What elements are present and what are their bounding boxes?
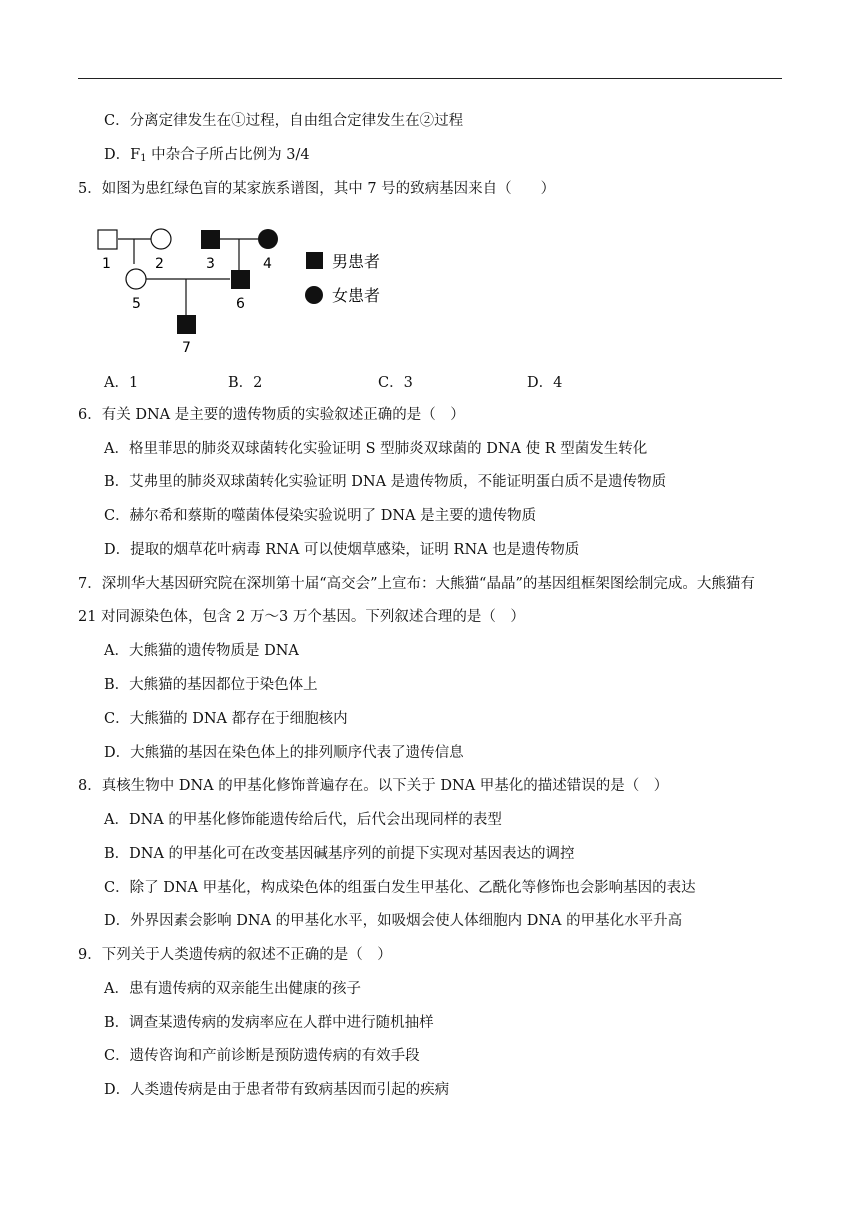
legend-male-label: 男患者 (332, 252, 381, 271)
pedigree-chart (88, 222, 408, 358)
q4-option-d-suffix: 中杂合子所占比例为 3/4 (146, 147, 310, 163)
q9-option-c: C．遗传咨询和产前诊断是预防遗传病的有效手段 (104, 1048, 420, 1064)
q6-stem: 6．有关 DNA 是主要的遗传物质的实验叙述正确的是（ ） (78, 407, 465, 423)
q7-option-d: D．大熊猫的基因在染色体上的排列顺序代表了遗传信息 (104, 745, 464, 761)
q5-option-d: D．4 (527, 375, 563, 391)
header-rule (78, 78, 782, 79)
q7-stem-line2: 21 对同源染色体，包含 2 万～3 万个基因。下列叙述合理的是（ ） (78, 609, 525, 625)
q8-option-d: D．外界因素会影响 DNA 的甲基化水平，如吸烟会使人体细胞内 DNA 的甲基化水平升高 (104, 913, 683, 929)
q9-option-d: D．人类遗传病是由于患者带有致病基因而引起的疾病 (104, 1082, 450, 1098)
pedigree-label-6: 6 (236, 296, 245, 312)
q9-stem: 9．下列关于人类遗传病的叙述不正确的是（ ） (78, 947, 392, 963)
legend-female-affected-icon (305, 286, 323, 304)
q4-option-d-subscript: 1 (140, 153, 147, 164)
q7-option-b: B．大熊猫的基因都位于染色体上 (104, 677, 318, 693)
q7-stem-line1: 7．深圳华大基因研究院在深圳第十届“高交会”上宣布：大熊猫“晶晶”的基因组框架图绘制完成。大熊猫有 (78, 576, 755, 592)
q8-option-b: B．DNA 的甲基化可在改变基因碱基序列的前提下实现对基因表达的调控 (104, 846, 575, 862)
q6-option-d: D．提取的烟草花叶病毒 RNA 可以使烟草感染，证明 RNA 也是遗传物质 (104, 542, 580, 558)
q6-option-b: B．艾弗里的肺炎双球菌转化实验证明 DNA 是遗传物质，不能证明蛋白质不是遗传物质 (104, 474, 667, 490)
individual-1-normal-male (98, 230, 117, 249)
pedigree-label-5: 5 (132, 296, 141, 312)
q8-option-a: A．DNA 的甲基化修饰能遗传给后代，后代会出现同样的表型 (104, 812, 502, 828)
q4-option-c: C．分离定律发生在①过程，自由组合定律发生在②过程 (104, 113, 464, 129)
q6-option-c: C．赫尔希和蔡斯的噬菌体侵染实验说明了 DNA 是主要的遗传物质 (104, 508, 537, 524)
q4-option-d-prefix: D．F (104, 147, 141, 163)
individual-5-normal-female (126, 269, 146, 289)
q9-option-b: B．调查某遗传病的发病率应在人群中进行随机抽样 (104, 1015, 434, 1031)
legend-female-label: 女患者 (332, 286, 381, 305)
individual-6-affected-male (231, 270, 250, 289)
q7-option-c: C．大熊猫的 DNA 都存在于细胞核内 (104, 711, 348, 727)
q7-option-a: A．大熊猫的遗传物质是 DNA (104, 643, 299, 659)
legend-male-affected-icon (306, 252, 323, 269)
q9-option-a: A．患有遗传病的双亲能生出健康的孩子 (104, 981, 361, 997)
pedigree-label-4: 4 (263, 256, 272, 272)
q8-stem: 8．真核生物中 DNA 的甲基化修饰普遍存在。以下关于 DNA 甲基化的描述错误的是（ ） (78, 778, 669, 794)
q5-option-c: C．3 (378, 375, 413, 391)
pedigree-label-7: 7 (182, 340, 191, 356)
q6-option-a: A．格里菲思的肺炎双球菌转化实验证明 S 型肺炎双球菌的 DNA 使 R 型菌发生转化 (104, 441, 648, 457)
individual-4-affected-female (258, 229, 278, 249)
q5-option-a: A．1 (104, 375, 139, 391)
q5-stem: 5．如图为患红绿色盲的某家族系谱图，其中 7 号的致病基因来自（ ） (78, 181, 556, 197)
q4-option-d (104, 145, 310, 169)
individual-3-affected-male (201, 230, 220, 249)
pedigree-label-2: 2 (155, 256, 164, 272)
q8-option-c: C．除了 DNA 甲基化，构成染色体的组蛋白发生甲基化、乙酰化等修饰也会影响基因的表达 (104, 880, 696, 896)
individual-7-affected-male (177, 315, 196, 334)
individual-2-normal-female (151, 229, 171, 249)
pedigree-label-3: 3 (206, 256, 215, 272)
q5-option-b: B．2 (228, 375, 263, 391)
pedigree-label-1: 1 (102, 256, 111, 272)
